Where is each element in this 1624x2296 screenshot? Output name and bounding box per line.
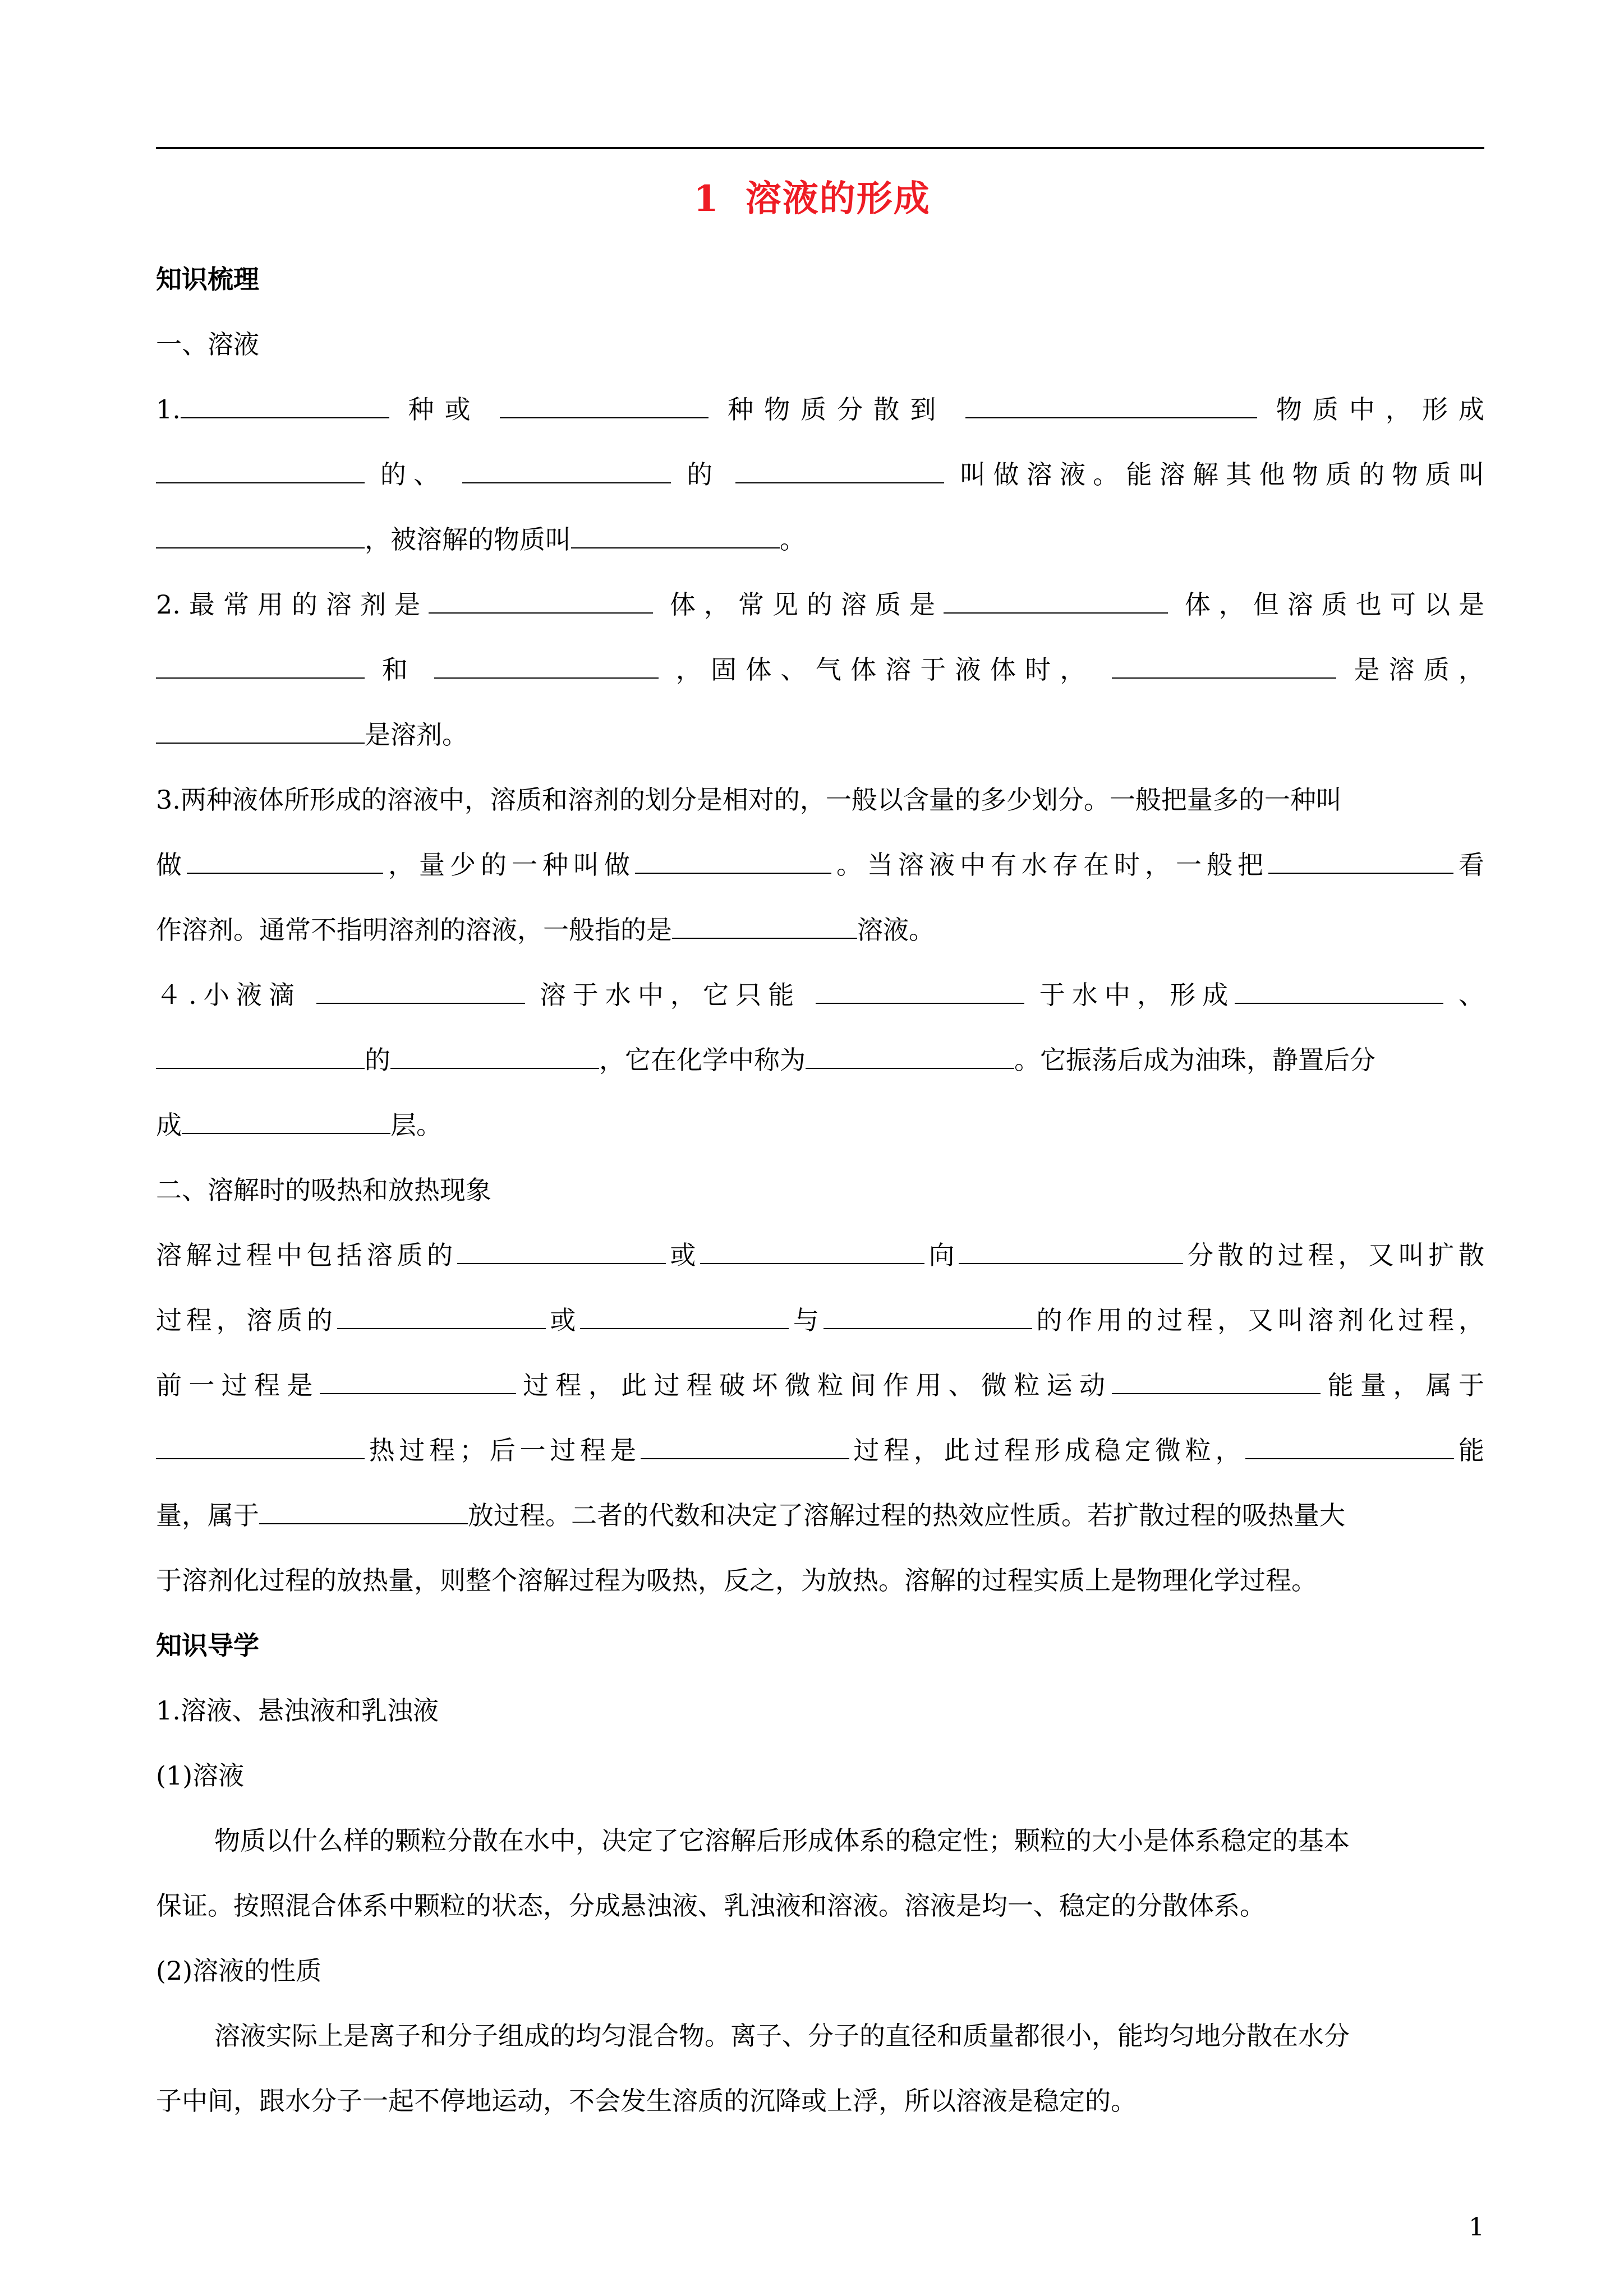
heat-line-1: 溶解过程中包括溶质的 或 向 分散的过程，又叫扩散: [156, 1240, 1485, 1270]
blank[interactable]: [1112, 656, 1336, 679]
heat-line-4: 热过程；后一过程是 过程，此过程形成稳定微粒， 能: [156, 1418, 1484, 1483]
q1-line-1: 1. 种或 种物质分散到 物质中，形成: [156, 394, 1485, 425]
blank[interactable]: [571, 526, 780, 548]
blank[interactable]: [1235, 981, 1443, 1004]
blank[interactable]: [457, 1242, 666, 1264]
heat-line-2: 过程，溶质的 或 与 的作用的过程，又叫溶剂化过程，: [156, 1305, 1485, 1335]
heading-guide: 知识导学: [156, 1630, 259, 1661]
blank[interactable]: [337, 1307, 546, 1329]
blank[interactable]: [944, 591, 1168, 614]
blank[interactable]: [1245, 1437, 1454, 1459]
blank[interactable]: [641, 1437, 849, 1459]
blank[interactable]: [156, 1437, 365, 1459]
page-number: 1: [1469, 2213, 1484, 2242]
blank[interactable]: [672, 916, 857, 939]
blank[interactable]: [1112, 1372, 1321, 1394]
page-title: [0, 171, 1624, 227]
guide-paragraph-1-line-1: 物质以什么样的颗粒分散在水中，决定了它溶解后形成体系的稳定性；颗粒的大小是体系稳定的基本: [214, 1825, 1350, 1856]
blank[interactable]: [156, 1046, 365, 1069]
blank[interactable]: [580, 1307, 789, 1329]
blank[interactable]: [320, 1372, 516, 1394]
guide-paragraph-2-line-1: 溶液实际上是离子和分子组成的均匀混合物。离子、分子的直径和质量都很小，能均匀地分散在水分: [214, 2021, 1350, 2051]
guide-item-1-1: (1)溶液: [156, 1760, 245, 1791]
heat-line-5: 量，属于 放过程。二者的代数和决定了溶解过程的热效应性质。若扩散过程的吸热量大: [156, 1500, 1345, 1530]
blank[interactable]: [182, 1112, 390, 1134]
blank[interactable]: [390, 1046, 599, 1069]
heading-solution: 一、溶液: [156, 329, 259, 359]
content-body: [156, 247, 1484, 2133]
q3-line-1: 3.两种液体所形成的溶液中，溶质和溶剂的划分是相对的，一般以含量的多少划分。一般把量多的一种叫: [156, 785, 1342, 815]
guide-item-1: 1.溶液、悬浊液和乳浊液: [156, 1695, 439, 1726]
blank[interactable]: [806, 1046, 1014, 1069]
heading-knowledge-review: 知识梳理: [156, 264, 259, 294]
blank[interactable]: [700, 1242, 924, 1264]
blank[interactable]: [156, 656, 365, 679]
heat-line-6: 于溶剂化过程的放热量，则整个溶解过程为吸热，反之，为放热。溶解的过程实质上是物理化学过程。: [156, 1565, 1317, 1596]
q1-line-3: ，被溶解的物质叫 。: [156, 507, 1484, 572]
q3-line-2: 做 ，量少的一种叫做 。当溶液中有水存在时，一般把 看: [156, 850, 1484, 880]
guide-paragraph-1-line-2: 保证。按照混合体系中颗粒的状态，分成悬浊液、乳浊液和溶液。溶液是均一、稳定的分散体系。: [156, 1891, 1266, 1921]
blank[interactable]: [823, 1307, 1032, 1329]
blank[interactable]: [816, 981, 1024, 1004]
guide-item-1-2: (2)溶液的性质: [156, 1956, 322, 1986]
q2-line-1: 2.最常用的溶剂是 体，常见的溶质是 体，但溶质也可以是: [156, 589, 1484, 620]
blank[interactable]: [500, 396, 709, 418]
q4-line-1: ４.小液滴 溶于水中，它只能 于水中，形成 、: [156, 980, 1484, 1010]
blank[interactable]: [156, 526, 365, 548]
blank[interactable]: [1268, 851, 1453, 874]
blank[interactable]: [187, 851, 383, 874]
q3-line-3: 作溶剂。通常不指明溶剂的溶液，一般指的是 溶液。: [156, 915, 935, 945]
q1-line-2: 的、 的 叫做溶液。能溶解其他物质的物质叫: [156, 442, 1484, 507]
blank[interactable]: [959, 1242, 1183, 1264]
heat-line-3: 前一过程是 过程，此过程破坏微粒间作用、微粒运动 能量，属于: [156, 1370, 1485, 1400]
guide-paragraph-2-line-2: 子中间，跟水分子一起不停地运动，不会发生溶质的沉降或上浮，所以溶液是稳定的。: [156, 2086, 1137, 2116]
q2-line-2: 和 ，固体、气体溶于液体时， 是溶质，: [156, 637, 1484, 702]
blank[interactable]: [462, 461, 671, 483]
blank[interactable]: [434, 656, 659, 679]
blank[interactable]: [965, 396, 1257, 418]
q4-line-3: 成 层。: [156, 1110, 442, 1140]
title-text: 溶液的形成: [745, 178, 931, 220]
blank[interactable]: [259, 1502, 468, 1524]
blank[interactable]: [635, 851, 831, 874]
blank[interactable]: [156, 721, 365, 744]
blank[interactable]: [156, 461, 365, 483]
header-rule: [156, 147, 1484, 149]
title-number: 1: [693, 178, 720, 220]
blank[interactable]: [316, 981, 525, 1004]
blank[interactable]: [735, 461, 944, 483]
q2-line-3: 是溶剂。: [156, 702, 1484, 767]
heading-heat: 二、溶解时的吸热和放热现象: [156, 1175, 491, 1205]
blank[interactable]: [429, 591, 653, 614]
blank[interactable]: [181, 396, 389, 418]
q4-line-2: 的 ，它在化学中称为 。它振荡后成为油珠，静置后分: [156, 1027, 1484, 1092]
